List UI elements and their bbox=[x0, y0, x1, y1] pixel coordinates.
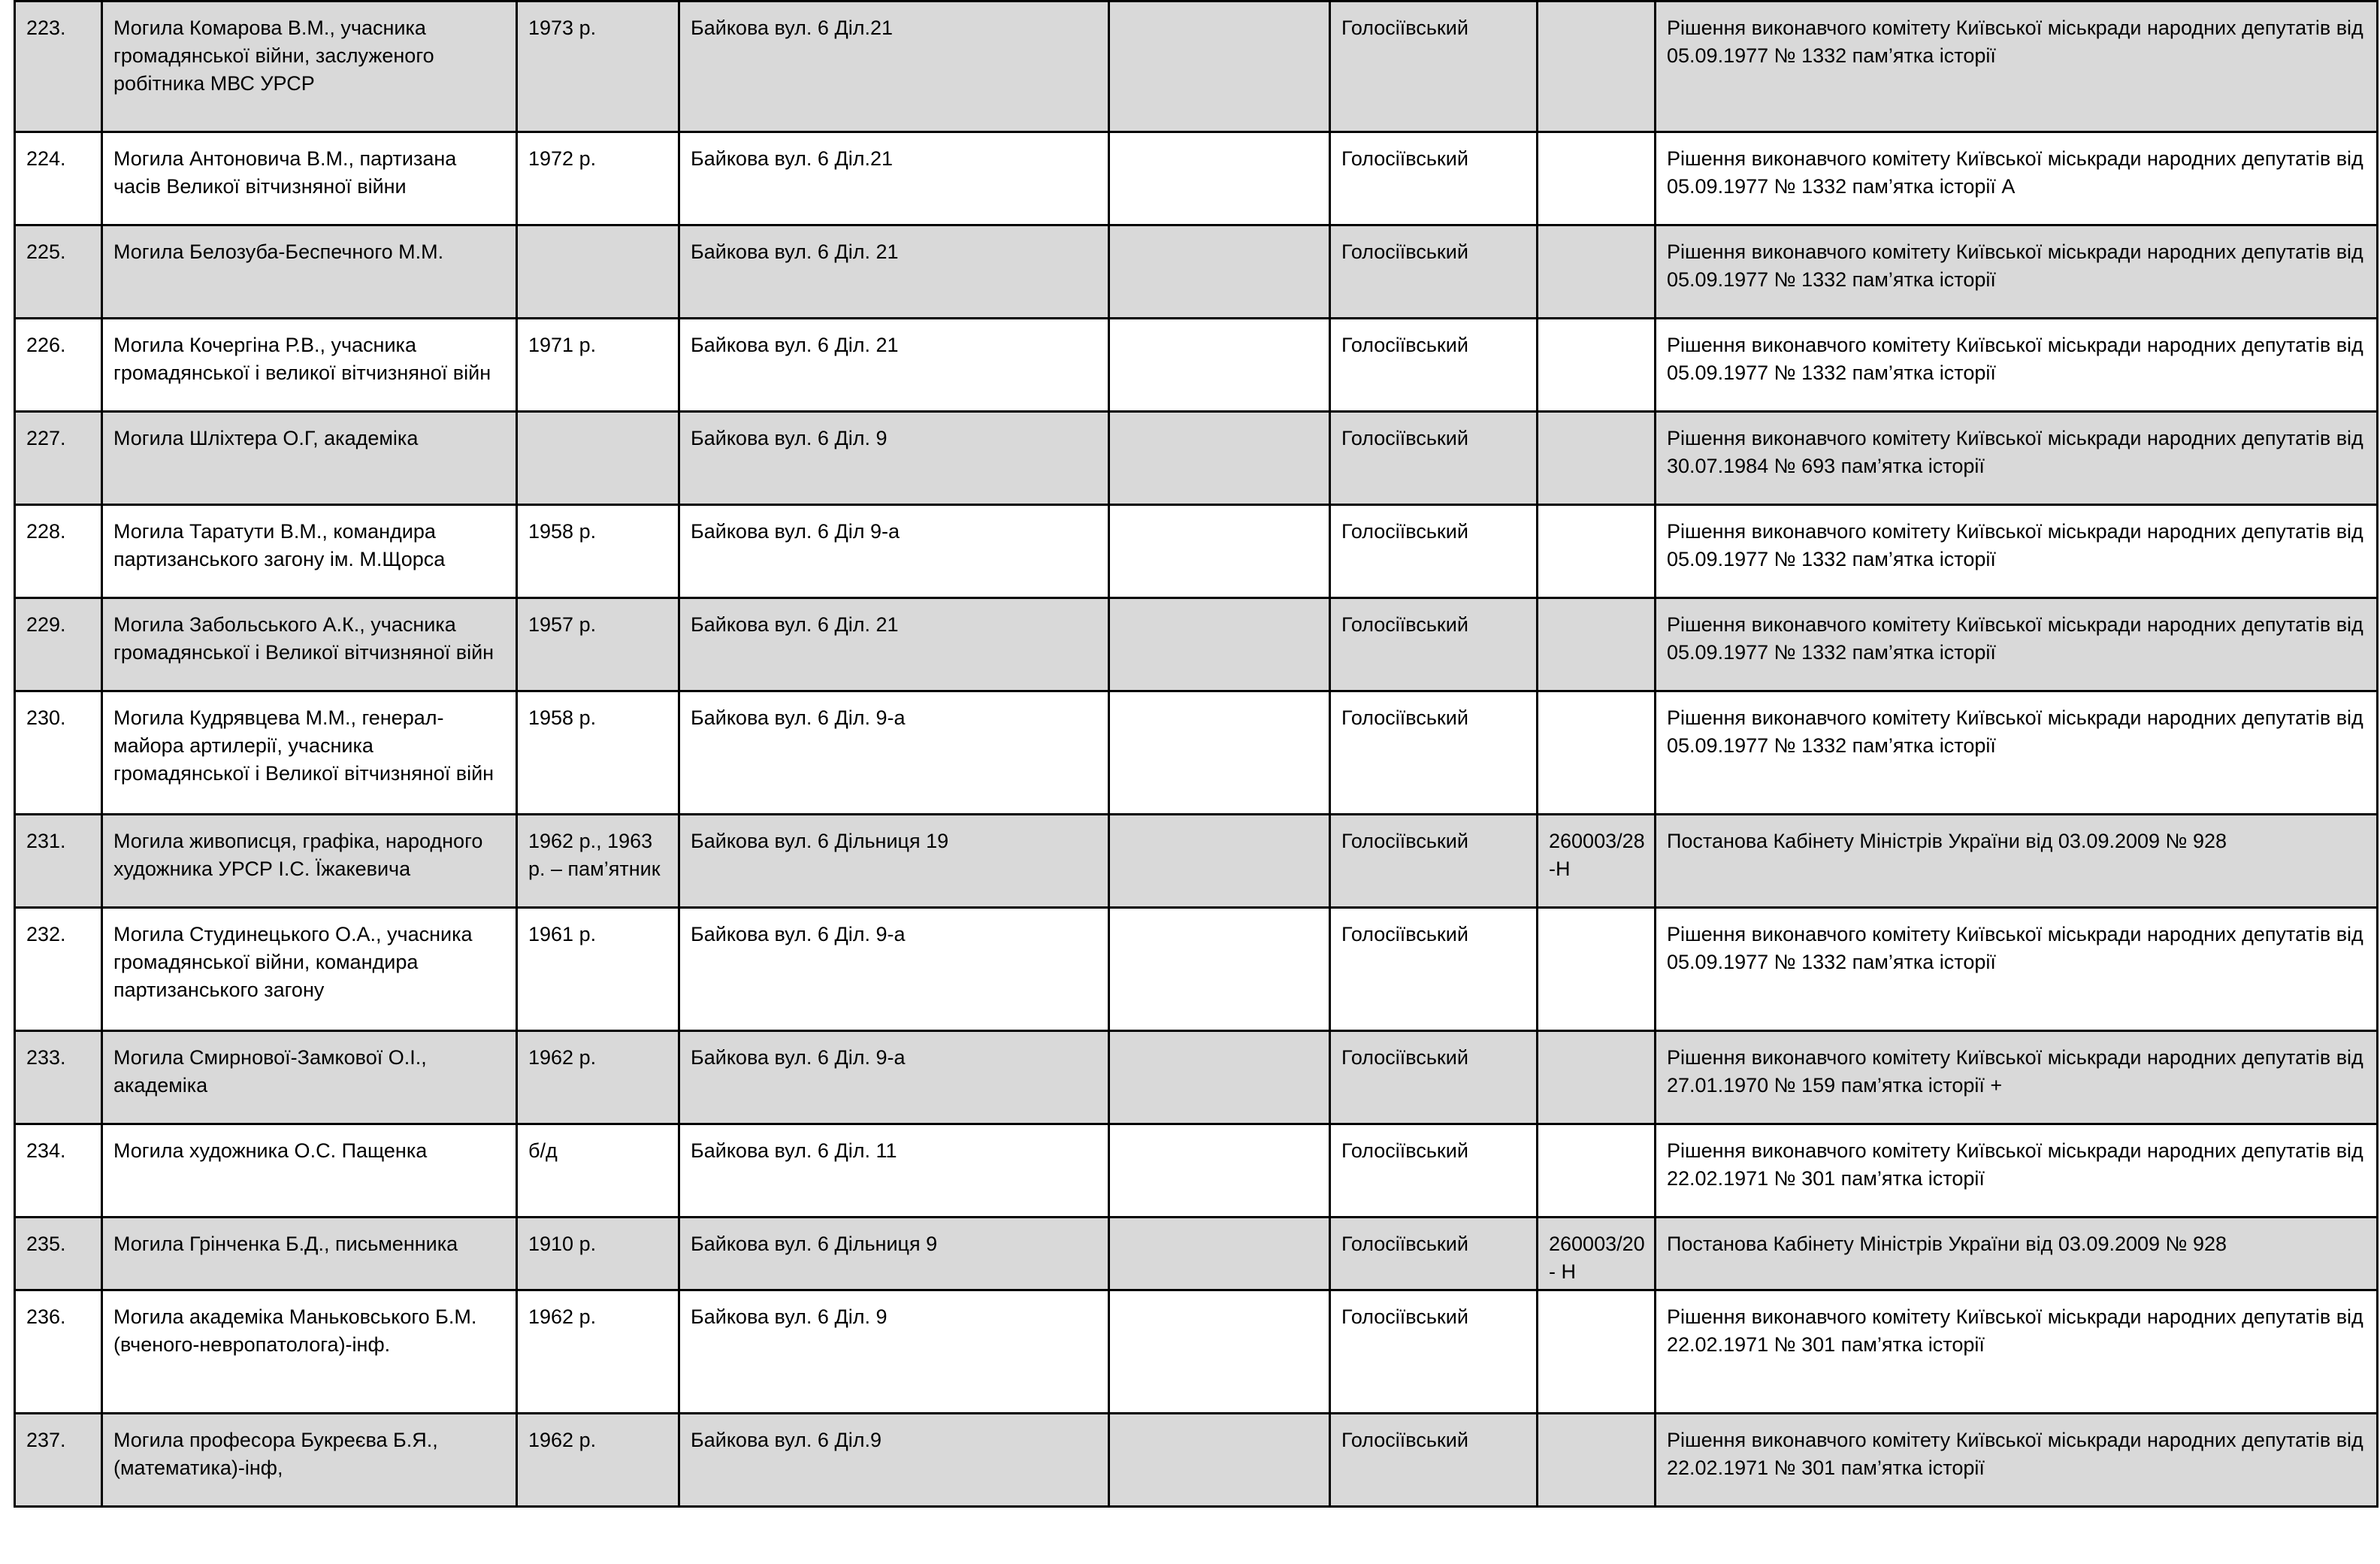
empty-cell bbox=[1109, 1414, 1330, 1507]
table-row bbox=[15, 691, 2378, 815]
district: Голосіївський bbox=[1330, 2, 1538, 132]
row-number: 226. bbox=[15, 319, 102, 412]
protection-code bbox=[1538, 319, 1656, 412]
monument-name: Могила живописця, графіка, народного художника УРСР І.С. Їжакевича bbox=[102, 815, 517, 908]
legal-decision: Рішення виконавчого комітету Київської міськради народних депутатів від 05.09.1977 № 1332 пам’ятка історії bbox=[1656, 691, 2378, 815]
district: Голосіївський bbox=[1330, 1218, 1538, 1290]
legal-decision: Рішення виконавчого комітету Київської міськради народних депутатів від 05.09.1977 № 1332 пам’ятка історії bbox=[1656, 598, 2378, 691]
legal-decision: Рішення виконавчого комітету Київської міськради народних депутатів від 05.09.1977 № 1332 пам’ятка історії bbox=[1656, 225, 2378, 319]
protection-code bbox=[1538, 132, 1656, 225]
legal-decision: Рішення виконавчого комітету Київської міськради народних депутатів від 27.01.1970 № 159 пам’ятка історії + bbox=[1656, 1031, 2378, 1124]
monument-name: Могила Шліхтера О.Г, академіка bbox=[102, 412, 517, 505]
district: Голосіївський bbox=[1330, 1414, 1538, 1507]
district: Голосіївський bbox=[1330, 691, 1538, 815]
district: Голосіївський bbox=[1330, 598, 1538, 691]
legal-decision: Рішення виконавчого комітету Київської міськради народних депутатів від 05.09.1977 № 1332 пам’ятка історії А bbox=[1656, 132, 2378, 225]
empty-cell bbox=[1109, 691, 1330, 815]
monument-address: Байкова вул. 6 Діл. 9-а bbox=[679, 908, 1109, 1031]
protection-code bbox=[1538, 598, 1656, 691]
protection-code: 260003/28-Н bbox=[1538, 815, 1656, 908]
legal-decision: Рішення виконавчого комітету Київської міськради народних депутатів від 05.09.1977 № 1332 пам’ятка історії bbox=[1656, 2, 2378, 132]
row-number: 232. bbox=[15, 908, 102, 1031]
table-row bbox=[15, 1218, 2378, 1290]
monument-address: Байкова вул. 6 Діл. 9 bbox=[679, 412, 1109, 505]
table-row bbox=[15, 1414, 2378, 1507]
protection-code bbox=[1538, 1414, 1656, 1507]
monument-name: Могила Таратути В.М., командира партизанського загону ім. М.Щорса bbox=[102, 505, 517, 598]
empty-cell bbox=[1109, 908, 1330, 1031]
protection-code bbox=[1538, 1031, 1656, 1124]
row-number: 235. bbox=[15, 1218, 102, 1290]
monument-address: Байкова вул. 6 Діл. 21 bbox=[679, 225, 1109, 319]
row-number: 229. bbox=[15, 598, 102, 691]
legal-decision: Рішення виконавчого комітету Київської міськради народних депутатів від 22.02.1971 № 301 пам’ятка історії bbox=[1656, 1290, 2378, 1414]
monument-name: Могила Грінченка Б.Д., письменника bbox=[102, 1218, 517, 1290]
legal-decision: Постанова Кабінету Міністрів України від 03.09.2009 № 928 bbox=[1656, 1218, 2378, 1290]
empty-cell bbox=[1109, 1124, 1330, 1218]
monument-year: 1962 р. bbox=[517, 1414, 679, 1507]
monument-year: 1962 р. bbox=[517, 1031, 679, 1124]
district: Голосіївський bbox=[1330, 412, 1538, 505]
district: Голосіївський bbox=[1330, 815, 1538, 908]
empty-cell bbox=[1109, 598, 1330, 691]
row-number: 237. bbox=[15, 1414, 102, 1507]
empty-cell bbox=[1109, 1031, 1330, 1124]
monument-name: Могила Студинецького О.А., учасника громадянської війни, командира партизанського загону bbox=[102, 908, 517, 1031]
legal-decision: Рішення виконавчого комітету Київської міськради народних депутатів від 05.09.1977 № 1332 пам’ятка історії bbox=[1656, 319, 2378, 412]
monument-year bbox=[517, 225, 679, 319]
monument-name: Могила Кочергіна Р.В., учасника громадянської і великої вітчизняної війн bbox=[102, 319, 517, 412]
monument-address: Байкова вул. 6 Діл. 9 bbox=[679, 1290, 1109, 1414]
monument-address: Байкова вул. 6 Діл. 21 bbox=[679, 598, 1109, 691]
row-number: 233. bbox=[15, 1031, 102, 1124]
row-number: 236. bbox=[15, 1290, 102, 1414]
district: Голосіївський bbox=[1330, 1031, 1538, 1124]
table-row bbox=[15, 908, 2378, 1031]
empty-cell bbox=[1109, 319, 1330, 412]
monument-address: Байкова вул. 6 Діл.9 bbox=[679, 1414, 1109, 1507]
monument-name: Могила Комарова В.М., учасника громадянської війни, заслуженого робітника МВС УРСР bbox=[102, 2, 517, 132]
monument-name: Могила Белозуба-Беспечного М.М. bbox=[102, 225, 517, 319]
monument-address: Байкова вул. 6 Діл 9-а bbox=[679, 505, 1109, 598]
row-number: 227. bbox=[15, 412, 102, 505]
row-number: 230. bbox=[15, 691, 102, 815]
table-row bbox=[15, 505, 2378, 598]
empty-cell bbox=[1109, 1218, 1330, 1290]
table-row bbox=[15, 1031, 2378, 1124]
monument-name: Могила Антоновича В.М., партизана часів Великої вітчизняної війни bbox=[102, 132, 517, 225]
monument-year: 1972 р. bbox=[517, 132, 679, 225]
row-number: 224. bbox=[15, 132, 102, 225]
protection-code bbox=[1538, 412, 1656, 505]
district: Голосіївський bbox=[1330, 1124, 1538, 1218]
table-row bbox=[15, 132, 2378, 225]
table-row bbox=[15, 319, 2378, 412]
row-number: 223. bbox=[15, 2, 102, 132]
empty-cell bbox=[1109, 815, 1330, 908]
monument-year: 1958 р. bbox=[517, 505, 679, 598]
monument-address: Байкова вул. 6 Діл. 11 bbox=[679, 1124, 1109, 1218]
monuments-table bbox=[14, 0, 2378, 1508]
table-row bbox=[15, 598, 2378, 691]
monument-year: 1973 р. bbox=[517, 2, 679, 132]
monument-address: Байкова вул. 6 Діл. 9-а bbox=[679, 1031, 1109, 1124]
district: Голосіївський bbox=[1330, 225, 1538, 319]
empty-cell bbox=[1109, 412, 1330, 505]
monument-address: Байкова вул. 6 Діл. 9-а bbox=[679, 691, 1109, 815]
protection-code: 260003/20- Н bbox=[1538, 1218, 1656, 1290]
monument-name: Могила Кудрявцева М.М., генерал-майора артилерії, учасника громадянської і Великої вітчизняної війн bbox=[102, 691, 517, 815]
table-row bbox=[15, 1290, 2378, 1414]
district: Голосіївський bbox=[1330, 505, 1538, 598]
monument-year: 1958 р. bbox=[517, 691, 679, 815]
monument-year: 1961 р. bbox=[517, 908, 679, 1031]
district: Голосіївський bbox=[1330, 908, 1538, 1031]
monument-name: Могила Забольського А.К., учасника громадянської і Великої вітчизняної війн bbox=[102, 598, 517, 691]
monument-name: Могила Смирнової-Замкової О.І., академіка bbox=[102, 1031, 517, 1124]
monument-year: б/д bbox=[517, 1124, 679, 1218]
legal-decision: Рішення виконавчого комітету Київської міськради народних депутатів від 22.02.1971 № 301 пам’ятка історії bbox=[1656, 1124, 2378, 1218]
table-body bbox=[15, 2, 2378, 1507]
legal-decision: Постанова Кабінету Міністрів України від 03.09.2009 № 928 bbox=[1656, 815, 2378, 908]
row-number: 228. bbox=[15, 505, 102, 598]
row-number: 234. bbox=[15, 1124, 102, 1218]
district: Голосіївський bbox=[1330, 132, 1538, 225]
legal-decision: Рішення виконавчого комітету Київської міськради народних депутатів від 05.09.1977 № 1332 пам’ятка історії bbox=[1656, 908, 2378, 1031]
table-row bbox=[15, 1124, 2378, 1218]
monument-address: Байкова вул. 6 Діл.21 bbox=[679, 2, 1109, 132]
monument-year: 1971 р. bbox=[517, 319, 679, 412]
district: Голосіївський bbox=[1330, 319, 1538, 412]
empty-cell bbox=[1109, 505, 1330, 598]
empty-cell bbox=[1109, 225, 1330, 319]
protection-code bbox=[1538, 2, 1656, 132]
empty-cell bbox=[1109, 1290, 1330, 1414]
protection-code bbox=[1538, 505, 1656, 598]
district: Голосіївський bbox=[1330, 1290, 1538, 1414]
monument-year: 1962 р. bbox=[517, 1290, 679, 1414]
row-number: 231. bbox=[15, 815, 102, 908]
empty-cell bbox=[1109, 132, 1330, 225]
monument-name: Могила професора Букреєва Б.Я., (математика)-інф, bbox=[102, 1414, 517, 1507]
monument-year: 1962 р., 1963 р. – пам’ятник bbox=[517, 815, 679, 908]
protection-code bbox=[1538, 225, 1656, 319]
monument-name: Могила художника О.С. Пащенка bbox=[102, 1124, 517, 1218]
table-row bbox=[15, 412, 2378, 505]
table-row bbox=[15, 225, 2378, 319]
protection-code bbox=[1538, 908, 1656, 1031]
monument-address: Байкова вул. 6 Дільниця 19 bbox=[679, 815, 1109, 908]
legal-decision: Рішення виконавчого комітету Київської міськради народних депутатів від 22.02.1971 № 301 пам’ятка історії bbox=[1656, 1414, 2378, 1507]
legal-decision: Рішення виконавчого комітету Київської міськради народних депутатів від 05.09.1977 № 1332 пам’ятка історії bbox=[1656, 505, 2378, 598]
legal-decision: Рішення виконавчого комітету Київської міськради народних депутатів від 30.07.1984 № 693 пам’ятка історії bbox=[1656, 412, 2378, 505]
monument-year: 1910 р. bbox=[517, 1218, 679, 1290]
monument-year bbox=[517, 412, 679, 505]
protection-code bbox=[1538, 1290, 1656, 1414]
monument-address: Байкова вул. 6 Діл.21 bbox=[679, 132, 1109, 225]
row-number: 225. bbox=[15, 225, 102, 319]
monument-address: Байкова вул. 6 Діл. 21 bbox=[679, 319, 1109, 412]
table-row bbox=[15, 815, 2378, 908]
protection-code bbox=[1538, 691, 1656, 815]
table-row bbox=[15, 2, 2378, 132]
monument-name: Могила академіка Маньковського Б.М. (вченого-невропатолога)-інф. bbox=[102, 1290, 517, 1414]
monument-address: Байкова вул. 6 Дільниця 9 bbox=[679, 1218, 1109, 1290]
monument-year: 1957 р. bbox=[517, 598, 679, 691]
empty-cell bbox=[1109, 2, 1330, 132]
protection-code bbox=[1538, 1124, 1656, 1218]
